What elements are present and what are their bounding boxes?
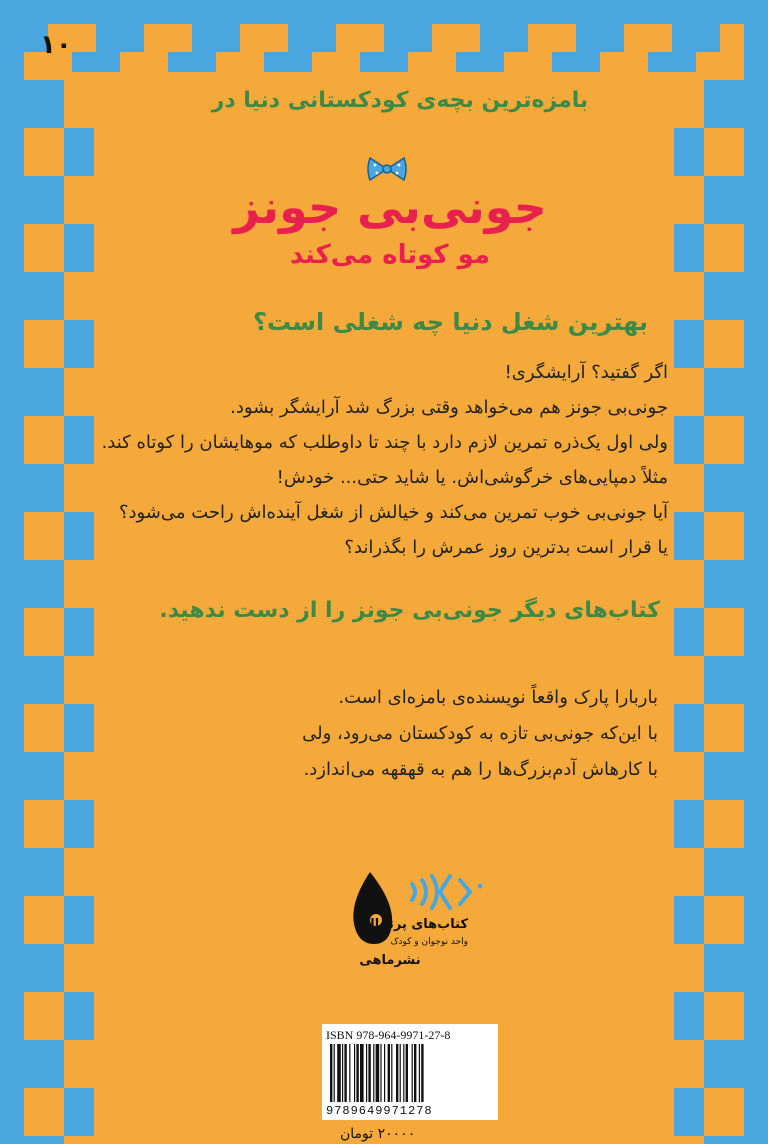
barcode-bar bbox=[396, 1044, 398, 1102]
border-block bbox=[96, 24, 144, 52]
border-block bbox=[64, 896, 94, 944]
border-block bbox=[24, 1136, 64, 1144]
barcode-bar bbox=[356, 1044, 358, 1102]
border-block bbox=[704, 848, 744, 896]
blurb-body bbox=[101, 355, 668, 565]
border-block bbox=[0, 0, 768, 24]
blurb-line: آیا جونی‌بی خوب تمرین می‌کند و خیالش از شغل آینده‌اش راحت می‌شود؟ bbox=[118, 502, 668, 523]
border-block bbox=[72, 52, 120, 72]
barcode-bar bbox=[376, 1044, 380, 1102]
border-block bbox=[360, 52, 408, 72]
border-block bbox=[24, 1040, 64, 1088]
barcode-bar bbox=[419, 1044, 420, 1102]
barcode-bar bbox=[337, 1044, 341, 1102]
barcode-bar bbox=[384, 1044, 385, 1102]
author-line: با کارهاش آدم‌بزرگ‌ها را هم به قهقهه می‌اندازد. bbox=[303, 759, 658, 780]
border-block bbox=[704, 944, 744, 992]
border-block bbox=[24, 848, 64, 896]
barcode-bar bbox=[342, 1044, 343, 1102]
publisher-logo bbox=[340, 862, 510, 972]
barcode-bar bbox=[400, 1044, 401, 1102]
border-block bbox=[24, 368, 64, 416]
price-label: ۲۰۰۰۰ تومان bbox=[340, 1126, 416, 1142]
border-block bbox=[704, 272, 744, 320]
border-block bbox=[674, 896, 704, 944]
border-block bbox=[672, 24, 720, 52]
border-block bbox=[24, 80, 64, 128]
border-block bbox=[552, 52, 600, 72]
border-block bbox=[704, 464, 744, 512]
border-block bbox=[24, 560, 64, 608]
blurb-line: ولی اول یک‌ذره تمرین لازم دارد با چند تا داوطلب که موهایشان را کوتاه کند. bbox=[101, 432, 668, 453]
border-block bbox=[24, 176, 64, 224]
publisher-imprint: کتاب‌های پرتقال bbox=[363, 917, 468, 932]
barcode-bar bbox=[403, 1044, 404, 1102]
border-block bbox=[64, 416, 94, 464]
border-block bbox=[704, 368, 744, 416]
border-block bbox=[264, 52, 312, 72]
barcode-bar bbox=[388, 1044, 390, 1102]
border-block bbox=[704, 656, 744, 704]
border-block bbox=[744, 0, 768, 1144]
border-block bbox=[576, 24, 624, 52]
blurb-line: جونی‌بی جونز هم می‌خواهد وقتی بزرگ شد آرایشگر بشود. bbox=[230, 397, 668, 418]
barcode-bar bbox=[391, 1044, 392, 1102]
border-block bbox=[674, 800, 704, 848]
border-block bbox=[674, 320, 704, 368]
border-block bbox=[64, 224, 94, 272]
border-block bbox=[0, 0, 24, 1144]
barcode-bar bbox=[421, 1044, 423, 1102]
more-books-note: کتاب‌های دیگر جونی‌بی جونز را از دست ندهید. bbox=[159, 598, 660, 623]
border-block bbox=[64, 1088, 94, 1136]
border-block bbox=[64, 800, 94, 848]
barcode-bar bbox=[368, 1044, 370, 1102]
author-line: با این‌که جونی‌بی تازه به کودکستان می‌رود، ولی bbox=[302, 723, 658, 744]
tagline: بامزه‌ترین بچه‌ی کودکستانی دنیا در bbox=[211, 88, 589, 113]
border-block bbox=[24, 464, 64, 512]
border-block bbox=[168, 52, 216, 72]
barcode-bar bbox=[373, 1044, 374, 1102]
publisher-imprint-sub: واحد نوجوان و کودک bbox=[390, 937, 468, 947]
border-block bbox=[704, 176, 744, 224]
book-subtitle: مو کوتاه می‌کند bbox=[290, 240, 490, 270]
border-block bbox=[674, 704, 704, 752]
border-block bbox=[288, 24, 336, 52]
border-block bbox=[480, 24, 528, 52]
border-block bbox=[64, 320, 94, 368]
border-block bbox=[192, 24, 240, 52]
border-block bbox=[704, 80, 744, 128]
border-block bbox=[674, 416, 704, 464]
author-note bbox=[98, 680, 658, 788]
border-block bbox=[24, 944, 64, 992]
blurb-line: یا قرار است بدترین روز عمرش را بگذراند؟ bbox=[344, 537, 668, 558]
border-block bbox=[704, 560, 744, 608]
blurb-line: مثلاً دمپایی‌های خرگوشی‌اش. یا شاید حتی... خودش! bbox=[276, 467, 668, 488]
border-block bbox=[64, 608, 94, 656]
author-line: باربارا پارک واقعاً نویسنده‌ی بامزه‌ای است. bbox=[338, 687, 658, 708]
border-block bbox=[674, 992, 704, 1040]
border-block bbox=[64, 128, 94, 176]
border-block bbox=[674, 128, 704, 176]
border-block bbox=[64, 704, 94, 752]
barcode-bar bbox=[354, 1044, 355, 1102]
barcode-bar bbox=[366, 1044, 367, 1102]
border-block bbox=[456, 52, 504, 72]
border-block bbox=[704, 1040, 744, 1088]
border-block bbox=[64, 512, 94, 560]
barcode-bar bbox=[406, 1044, 408, 1102]
book-title: جونی‌بی جونز bbox=[233, 180, 547, 234]
volume-number: ۱۰ bbox=[40, 30, 72, 60]
border-block bbox=[384, 24, 432, 52]
border-block bbox=[674, 224, 704, 272]
border-block bbox=[648, 52, 696, 72]
border-block bbox=[24, 272, 64, 320]
barcode-bar bbox=[334, 1044, 335, 1102]
border-block bbox=[674, 1088, 704, 1136]
barcode-bar bbox=[380, 1044, 381, 1102]
barcode-bar bbox=[349, 1044, 350, 1102]
blurb-line: اگر گفتید؟ آرایشگری! bbox=[504, 362, 668, 383]
blurb-question: بهترین شغل دنیا چه شغلی است؟ bbox=[253, 308, 648, 336]
barcode-bar bbox=[414, 1044, 416, 1102]
border-block bbox=[704, 752, 744, 800]
border-block bbox=[704, 1136, 744, 1144]
border-block bbox=[24, 752, 64, 800]
publisher-name: نشرماهی bbox=[359, 953, 421, 968]
border-block bbox=[674, 608, 704, 656]
barcode-bar bbox=[344, 1044, 346, 1102]
barcode-bar bbox=[360, 1044, 364, 1102]
barcode-bar bbox=[412, 1044, 413, 1102]
isbn-label: ISBN 978-964-9971-27-8 bbox=[326, 1028, 451, 1042]
border-block bbox=[64, 992, 94, 1040]
barcode-bar bbox=[330, 1044, 332, 1102]
border-block bbox=[674, 512, 704, 560]
border-block bbox=[24, 656, 64, 704]
barcode-digits: 9789649971278 bbox=[326, 1104, 433, 1118]
